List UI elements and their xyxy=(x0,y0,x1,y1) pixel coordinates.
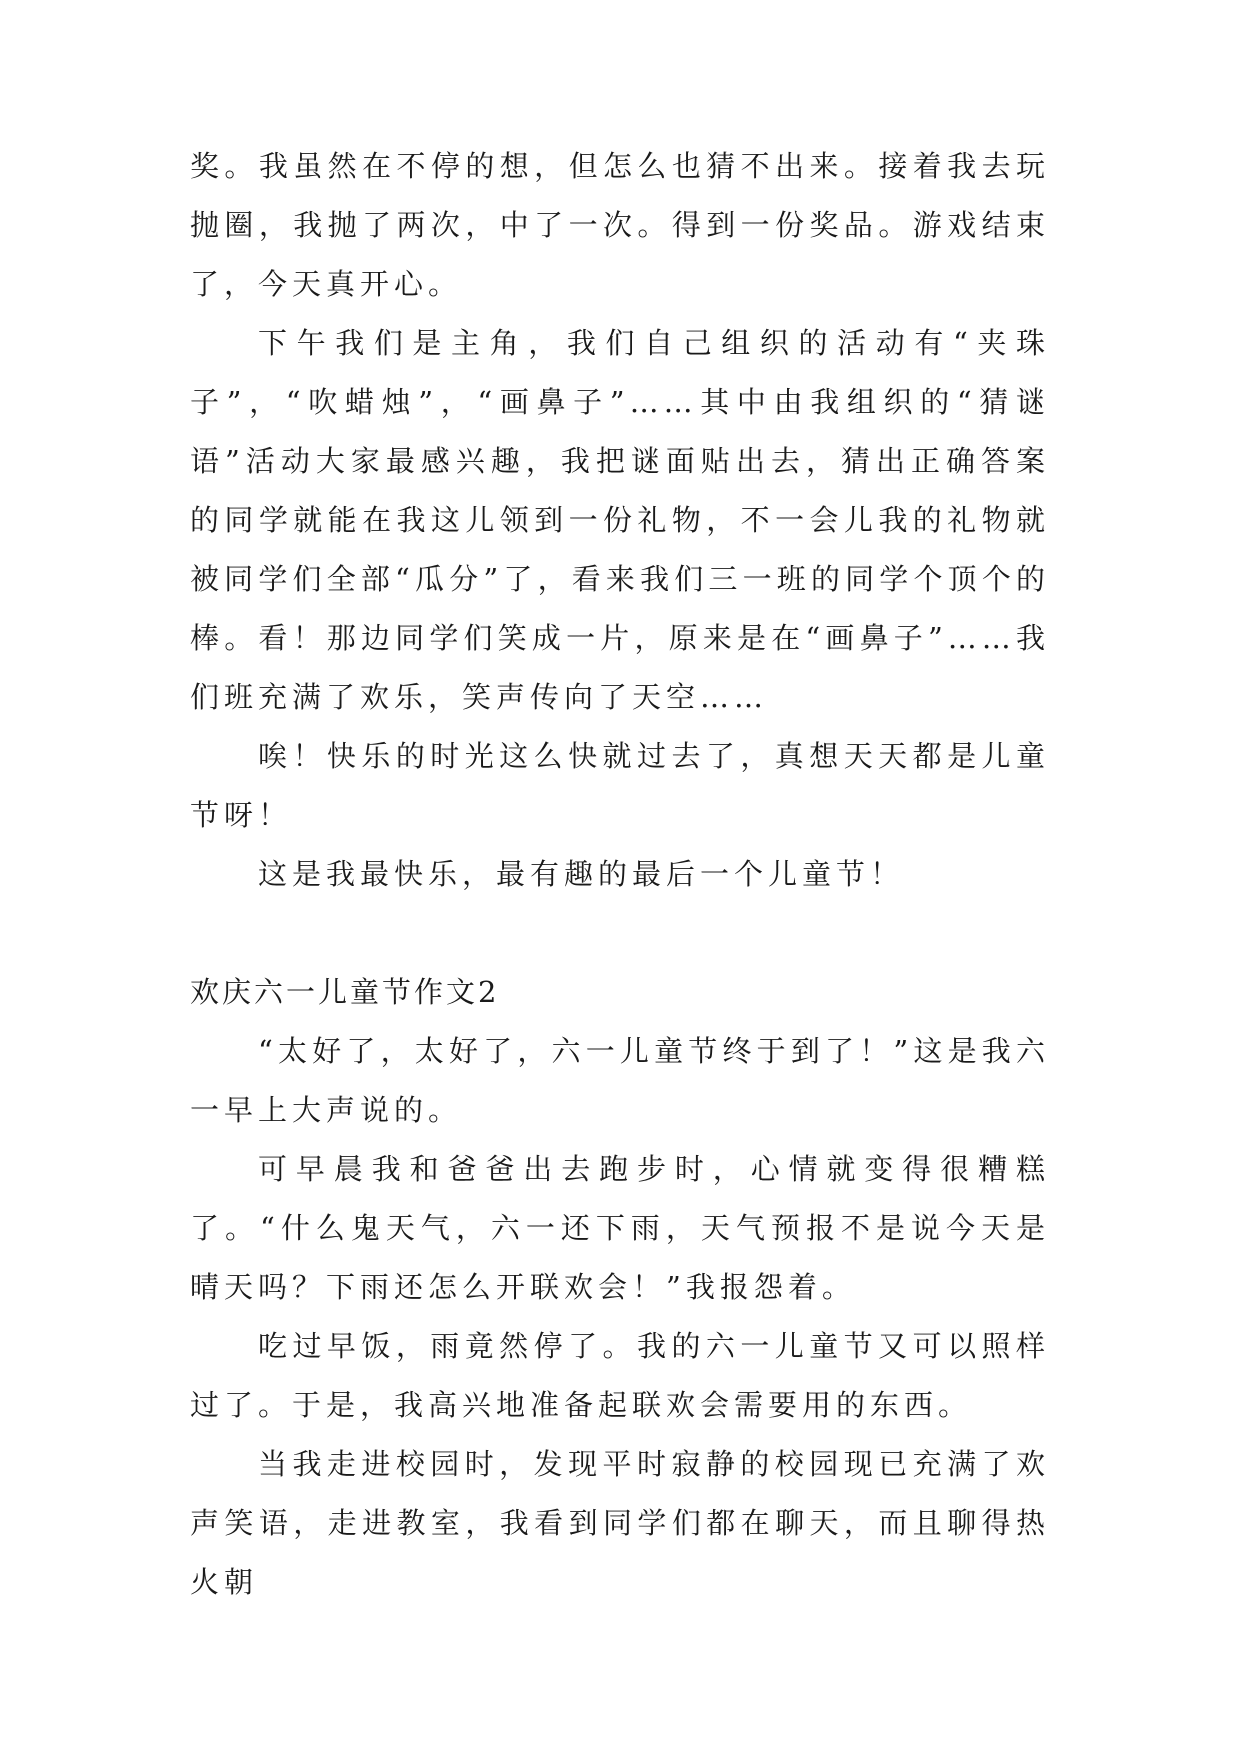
paragraph-morning-shout: “太好了，太好了，六一儿童节终于到了！”这是我六一早上大声说的。 xyxy=(190,1034,1050,1127)
paragraph-last-childrens-day: 这是我最快乐，最有趣的最后一个儿童节！ xyxy=(258,857,905,891)
section-gap xyxy=(190,904,1050,963)
paragraph-rain-complaint: 可早晨我和爸爸出去跑步时，心情就变得很糟糕了。“什么鬼天气，六一还下雨，天气预报不是说今天是晴天吗？下雨还怎么开联欢会！”我报怨着。 xyxy=(190,1152,1050,1304)
essay-title: 欢庆六一儿童节作文2 xyxy=(190,975,500,1009)
paragraph-continued: 奖。我虽然在不停的想，但怎么也猜不出来。接着我去玩抛圈，我抛了两次，中了一次。得到一份奖品。游戏结束了，今天真开心。 xyxy=(190,149,1050,301)
paragraph-happy-time: 唉！快乐的时光这么快就过去了，真想天天都是儿童节呀！ xyxy=(190,739,1050,832)
document-body xyxy=(190,137,1050,1612)
paragraph-campus: 当我走进校园时，发现平时寂静的校园现已充满了欢声笑语，走进教室，我看到同学们都在聊天，而且聊得热火朝 xyxy=(190,1447,1050,1599)
paragraph-afternoon-activities: 下午我们是主角，我们自己组织的活动有“夹珠子”，“吹蜡烛”，“画鼻子”……其中由我组织的“猜谜语”活动大家最感兴趣，我把谜面贴出去，猜出正确答案的同学就能在我这儿领到一份礼物，不一会儿我的礼物就被同学们全部“瓜分”了，看来我们三一班的同学个顶个的棒。看！那边同学们笑成一片，原来是在“画鼻子”……我们班充满了欢乐，笑声传向了天空…… xyxy=(190,326,1050,714)
paragraph-rain-stopped: 吃过早饭，雨竟然停了。我的六一儿童节又可以照样过了。于是，我高兴地准备起联欢会需要用的东西。 xyxy=(190,1329,1050,1422)
